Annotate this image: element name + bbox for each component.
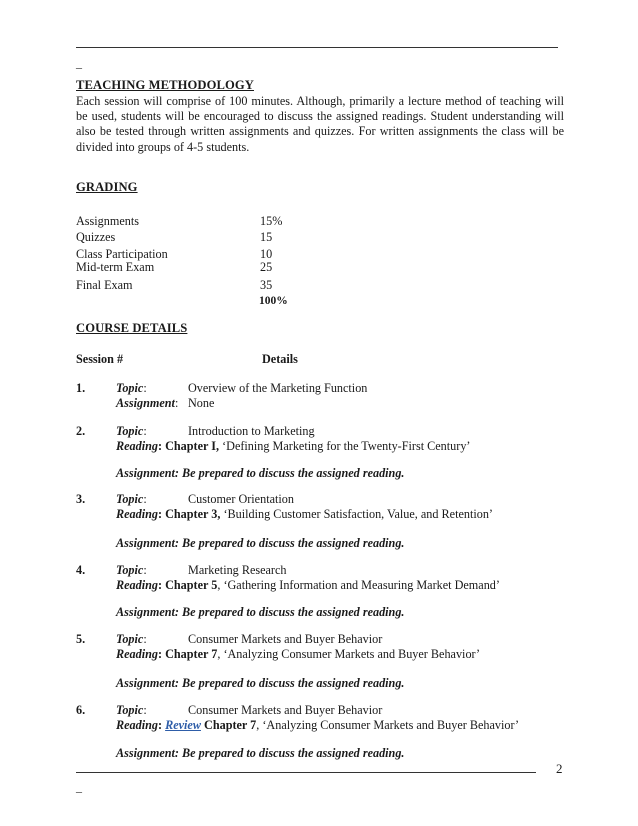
session-number: 2. <box>76 424 86 438</box>
topic-value: Overview of the Marketing Function <box>188 381 368 395</box>
reading-title: ‘Defining Marketing for the Twenty-First Century’ <box>219 439 471 453</box>
grading-heading: GRADING <box>76 180 138 194</box>
reading-label: Reading <box>116 578 158 592</box>
topic-value: Introduction to Marketing <box>188 424 315 438</box>
footer-rule <box>76 772 536 773</box>
grading-row <box>76 230 376 245</box>
reading-colon: : <box>157 718 163 732</box>
grading-item-name: Class Participation <box>76 247 168 261</box>
footer-dash: _ <box>76 780 82 794</box>
topic-value: Marketing Research <box>188 563 287 577</box>
topic-colon: : <box>143 563 147 577</box>
reading-line <box>116 578 500 593</box>
assignment-value: None <box>188 396 215 410</box>
page-number: 2 <box>556 761 563 776</box>
grading-item-name: Mid-term Exam <box>76 260 155 274</box>
reading-title: , ‘Analyzing Consumer Markets and Buyer Behavior’ <box>256 718 520 732</box>
topic-line <box>116 424 315 439</box>
topic-label: Topic <box>116 563 144 577</box>
reading-colon: : <box>157 578 163 592</box>
topic-label: Topic <box>116 632 144 646</box>
topic-label: Topic <box>116 424 144 438</box>
topic-line <box>116 632 383 647</box>
assignment-note: Assignment: Be prepared to discuss the assigned reading. <box>116 466 405 480</box>
reading-chapter: Chapter 7 <box>165 647 218 661</box>
topic-colon: : <box>143 492 147 506</box>
course-heading: COURSE DETAILS <box>76 321 188 335</box>
grading-total: 100% <box>259 295 288 307</box>
topic-line <box>116 703 383 718</box>
assignment-colon: : <box>174 396 179 410</box>
reading-colon: : <box>157 647 163 661</box>
grading-row <box>76 214 376 229</box>
teaching-heading: TEACHING METHODOLOGY <box>76 78 254 92</box>
session-number: 5. <box>76 632 86 646</box>
session-number: 6. <box>76 703 86 717</box>
grading-item-value: 15 <box>260 230 273 244</box>
reading-title: , ‘Analyzing Consumer Markets and Buyer Behavior’ <box>217 647 481 661</box>
reading-colon: : <box>157 439 163 453</box>
grading-item-value: 35 <box>260 278 273 292</box>
grading-item-value: 15% <box>260 214 283 228</box>
reading-line <box>116 718 519 733</box>
session-column-header: Session # <box>76 352 124 366</box>
topic-colon: : <box>143 424 147 438</box>
topic-label: Topic <box>116 381 144 395</box>
topic-colon: : <box>143 703 147 717</box>
topic-line <box>116 492 294 507</box>
session-number: 1. <box>76 381 86 395</box>
assignment-note: Assignment: Be prepared to discuss the assigned reading. <box>116 676 405 690</box>
topic-line <box>116 381 368 396</box>
assignment-label: Assignment <box>116 396 175 410</box>
reading-line <box>116 439 470 454</box>
reading-label: Reading <box>116 507 158 521</box>
assignment-note: Assignment: Be prepared to discuss the assigned reading. <box>116 605 405 619</box>
topic-value: Consumer Markets and Buyer Behavior <box>188 632 383 646</box>
details-column-header: Details <box>262 352 298 366</box>
assignment-note: Assignment: Be prepared to discuss the assigned reading. <box>116 536 405 550</box>
reading-chapter: Chapter I, <box>165 439 220 453</box>
topic-line <box>116 563 287 578</box>
grading-item-name: Final Exam <box>76 278 133 292</box>
reading-line <box>116 507 493 522</box>
grading-item-value: 10 <box>260 247 273 261</box>
grading-item-name: Quizzes <box>76 230 116 244</box>
reading-label: Reading <box>116 647 158 661</box>
assignment-line <box>116 396 215 411</box>
reading-title: , ‘Gathering Information and Measuring Market Demand’ <box>217 578 500 592</box>
reading-line <box>116 647 480 662</box>
reading-colon: : <box>157 507 163 521</box>
topic-value: Customer Orientation <box>188 492 294 506</box>
session-number: 4. <box>76 563 86 577</box>
grading-row <box>76 278 376 293</box>
reading-label: Reading <box>116 718 158 732</box>
reading-chapter: Chapter 7 <box>204 718 257 732</box>
reading-chapter: Chapter 5 <box>165 578 218 592</box>
reading-chapter: Chapter 3, <box>165 507 221 521</box>
grading-item-name: Assignments <box>76 214 139 228</box>
assignment-note: Assignment: Be prepared to discuss the assigned reading. <box>116 746 405 760</box>
header-dash: _ <box>76 56 82 70</box>
topic-colon: : <box>143 381 147 395</box>
grading-row <box>76 260 376 275</box>
topic-label: Topic <box>116 492 144 506</box>
teaching-paragraph: Each session will comprise of 100 minutes. Although, primarily a lecture method of teaching will be used, students will be encouraged to discuss the assigned readings. Student understanding will also be tested through written assignments and quizzes. For written assignments the class will be divided into groups of 4-5 students. <box>76 94 564 154</box>
topic-value: Consumer Markets and Buyer Behavior <box>188 703 383 717</box>
reading-label: Reading <box>116 439 158 453</box>
grading-item-value: 25 <box>260 260 273 274</box>
topic-label: Topic <box>116 703 144 717</box>
header-rule <box>76 47 558 48</box>
reading-title: ‘Building Customer Satisfaction, Value, and Retention’ <box>220 507 493 521</box>
topic-colon: : <box>143 632 147 646</box>
session-number: 3. <box>76 492 86 506</box>
review-link[interactable]: Review <box>165 718 201 732</box>
